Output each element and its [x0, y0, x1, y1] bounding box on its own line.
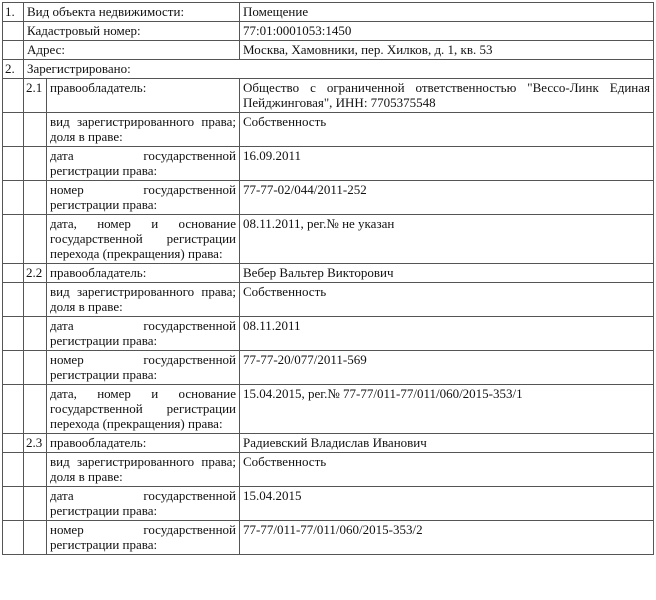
right-type-row	[3, 283, 654, 317]
empty-cell	[3, 283, 24, 317]
holder-row	[3, 79, 654, 113]
empty-cell	[3, 351, 24, 385]
right-type-value: Собственность	[240, 113, 654, 147]
holder-number: 2.2	[24, 264, 47, 283]
empty-cell	[3, 79, 24, 113]
empty-cell	[24, 147, 47, 181]
empty-cell	[3, 22, 24, 41]
right-type-row	[3, 453, 654, 487]
transfer-label: дата, номер и основание государственной регистрации перехода (прекращения) права:	[47, 385, 240, 434]
registration-number-label: номер государственной регистрации права:	[47, 351, 240, 385]
empty-cell	[24, 453, 47, 487]
registered-title: Зарегистрировано:	[24, 60, 654, 79]
holder-label: правообладатель:	[47, 79, 240, 113]
right-type-label: вид зарегистрированного права; доля в праве:	[47, 453, 240, 487]
empty-cell	[3, 434, 24, 453]
empty-cell	[24, 521, 47, 555]
right-type-value: Собственность	[240, 283, 654, 317]
holder-row	[3, 434, 654, 453]
address-value: Москва, Хамовники, пер. Хилков, д. 1, кв. 53	[240, 41, 654, 60]
registration-number-row	[3, 351, 654, 385]
right-type-label: вид зарегистрированного права; доля в праве:	[47, 283, 240, 317]
object-type-row	[3, 3, 654, 22]
right-type-row	[3, 113, 654, 147]
holder-number: 2.1	[24, 79, 47, 113]
right-type-label: вид зарегистрированного права; доля в праве:	[47, 113, 240, 147]
empty-cell	[24, 283, 47, 317]
object-type-label: Вид объекта недвижимости:	[24, 3, 240, 22]
transfer-value: 15.04.2015, рег.№ 77-77/011-77/011/060/2015-353/1	[240, 385, 654, 434]
transfer-value: 08.11.2011, рег.№ не указан	[240, 215, 654, 264]
registration-date-value: 08.11.2011	[240, 317, 654, 351]
transfer-row	[3, 385, 654, 434]
empty-cell	[24, 317, 47, 351]
registration-number-label: номер государственной регистрации права:	[47, 181, 240, 215]
registration-number-row	[3, 181, 654, 215]
section-number: 1.	[3, 3, 24, 22]
registration-date-row	[3, 317, 654, 351]
cadastral-number-value: 77:01:0001053:1450	[240, 22, 654, 41]
egrn-extract-table	[2, 2, 654, 555]
holder-value: Вебер Вальтер Викторович	[240, 264, 654, 283]
registration-date-label: дата государственной регистрации права:	[47, 487, 240, 521]
registered-header-row	[3, 60, 654, 79]
registration-date-value: 15.04.2015	[240, 487, 654, 521]
empty-cell	[3, 385, 24, 434]
empty-cell	[3, 487, 24, 521]
empty-cell	[3, 147, 24, 181]
registration-number-label: номер государственной регистрации права:	[47, 521, 240, 555]
empty-cell	[24, 113, 47, 147]
empty-cell	[24, 351, 47, 385]
empty-cell	[3, 41, 24, 60]
section-number: 2.	[3, 60, 24, 79]
empty-cell	[24, 487, 47, 521]
holder-label: правообладатель:	[47, 264, 240, 283]
holder-value: Общество с ограниченной ответственностью "Вессо-Линк Единая Пейджинговая", ИНН: 7705375548	[240, 79, 654, 113]
address-label: Адрес:	[24, 41, 240, 60]
address-row	[3, 41, 654, 60]
holder-label: правообладатель:	[47, 434, 240, 453]
empty-cell	[24, 215, 47, 264]
registration-date-row	[3, 487, 654, 521]
registration-number-value: 77-77/011-77/011/060/2015-353/2	[240, 521, 654, 555]
empty-cell	[3, 264, 24, 283]
empty-cell	[3, 215, 24, 264]
cadastral-number-label: Кадастровый номер:	[24, 22, 240, 41]
transfer-label: дата, номер и основание государственной регистрации перехода (прекращения) права:	[47, 215, 240, 264]
empty-cell	[24, 385, 47, 434]
empty-cell	[3, 113, 24, 147]
empty-cell	[24, 181, 47, 215]
right-type-value: Собственность	[240, 453, 654, 487]
object-type-value: Помещение	[240, 3, 654, 22]
registration-date-value: 16.09.2011	[240, 147, 654, 181]
transfer-row	[3, 215, 654, 264]
holder-number: 2.3	[24, 434, 47, 453]
empty-cell	[3, 181, 24, 215]
empty-cell	[3, 521, 24, 555]
empty-cell	[3, 317, 24, 351]
empty-cell	[3, 453, 24, 487]
registration-number-row	[3, 521, 654, 555]
registration-date-label: дата государственной регистрации права:	[47, 147, 240, 181]
holder-value: Радиевский Владислав Иванович	[240, 434, 654, 453]
registration-number-value: 77-77-02/044/2011-252	[240, 181, 654, 215]
registration-number-value: 77-77-20/077/2011-569	[240, 351, 654, 385]
registration-date-label: дата государственной регистрации права:	[47, 317, 240, 351]
cadastral-number-row	[3, 22, 654, 41]
registration-date-row	[3, 147, 654, 181]
holder-row	[3, 264, 654, 283]
